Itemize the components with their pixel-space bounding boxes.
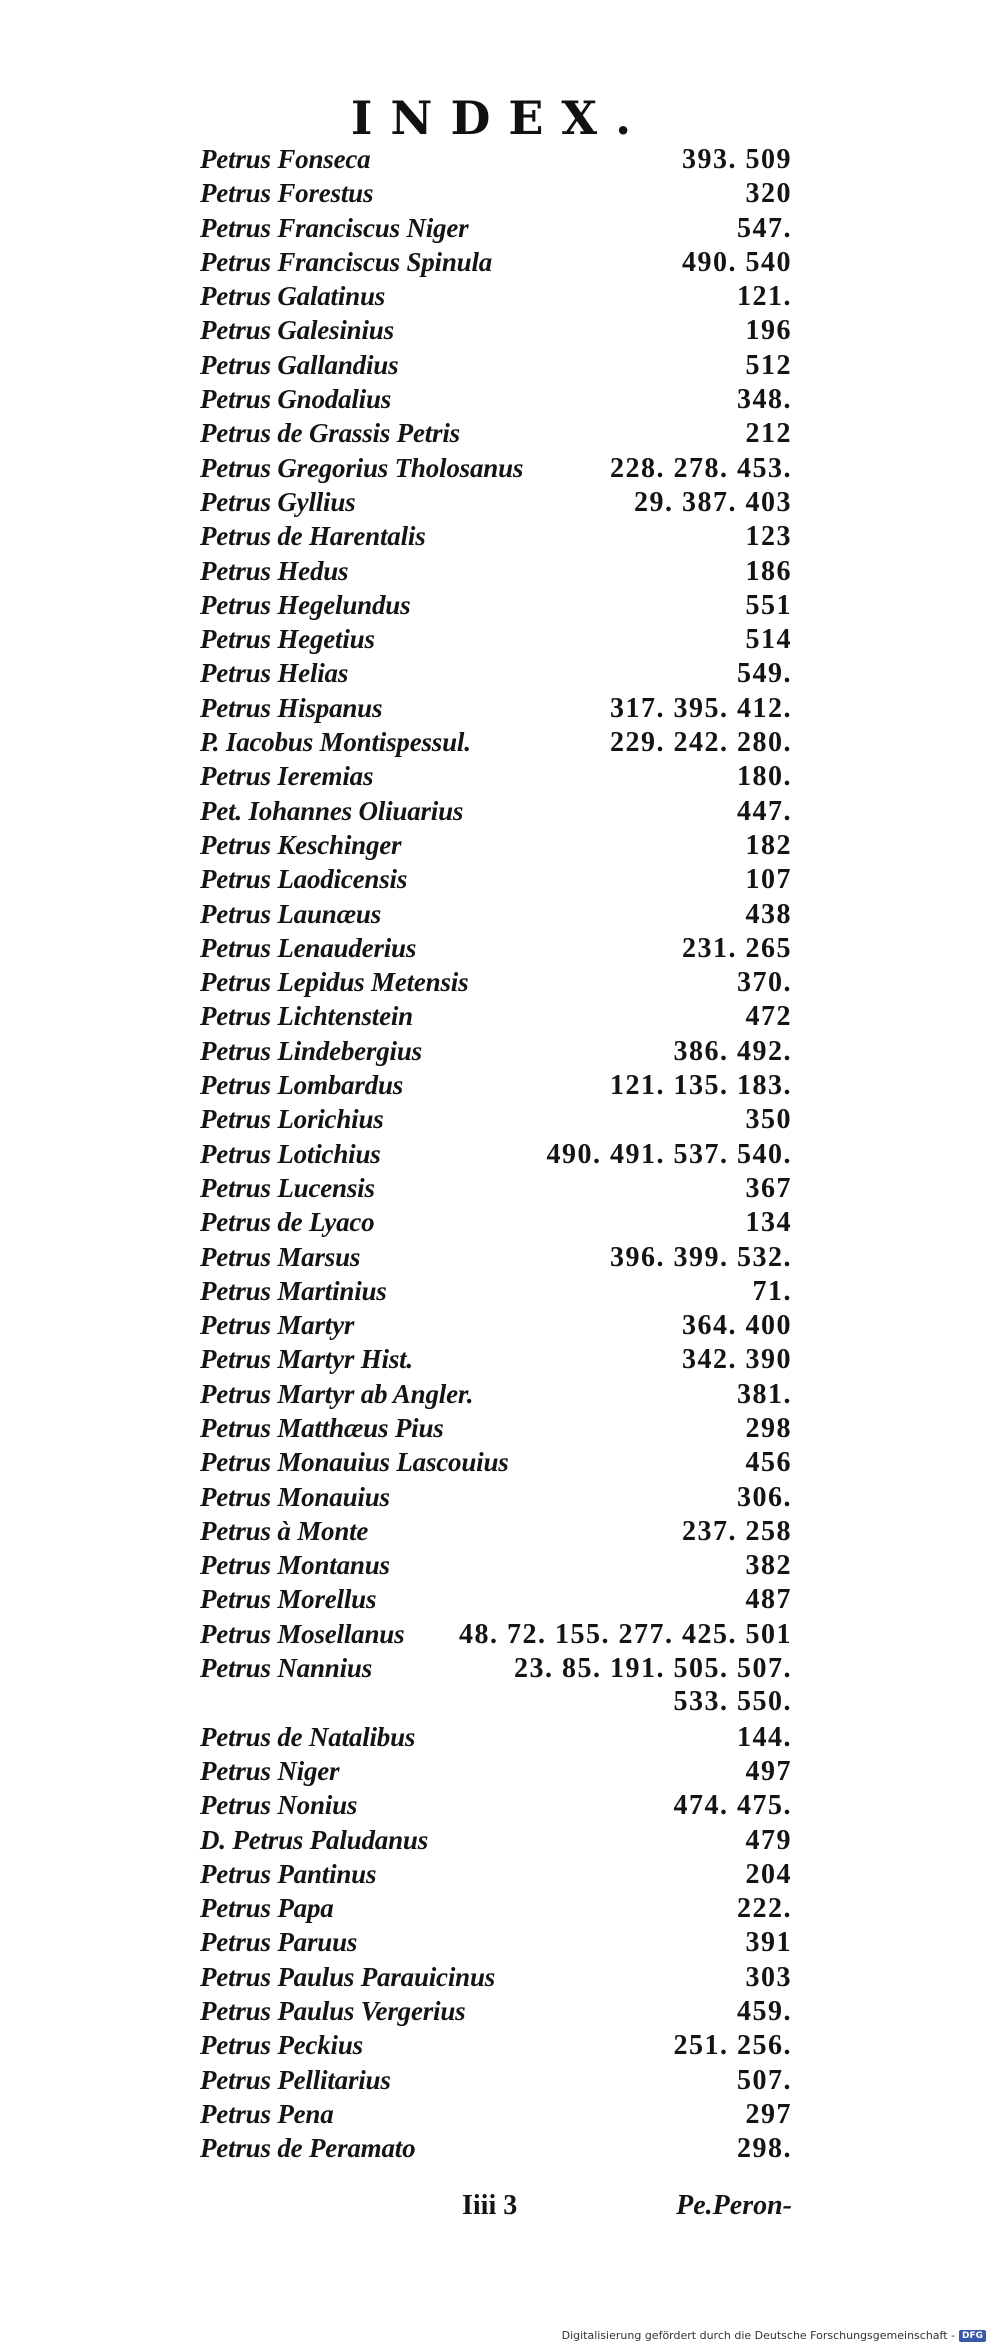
entry-name: Petrus Lotichius (200, 1138, 381, 1169)
index-entry (200, 1823, 792, 1857)
entry-name: Petrus Nannius (200, 1653, 373, 1684)
index-entry (200, 862, 792, 896)
dfg-logo-icon: DFG (959, 2330, 986, 2342)
entry-name: Petrus Niger (200, 1755, 340, 1786)
entry-pages: 367 (745, 1172, 792, 1204)
index-entries-list (200, 142, 792, 2166)
entry-pages: 180. (737, 761, 792, 793)
credit-text: Digitalisierung gefördert durch die Deutsche Forschungsgemeinschaft - (561, 2329, 955, 2342)
entry-name: Petrus Paulus Vergerius (200, 1996, 466, 2027)
index-entry (200, 279, 792, 313)
entry-pages: 48. 72. 155. 277. 425. 501 (459, 1618, 792, 1650)
entry-name: Petrus Helias (200, 658, 349, 689)
entry-pages: 317. 395. 412. (610, 692, 792, 724)
entry-name: Petrus Fonseca (200, 144, 371, 174)
entry-pages: 514 (745, 624, 792, 656)
entry-pages: 29. 387. 403 (634, 486, 792, 518)
index-entry (200, 313, 792, 347)
entry-pages: 456 (745, 1447, 792, 1479)
entry-name: Petrus Franciscus Niger (200, 212, 469, 243)
entry-name: Petrus Launæus (200, 898, 382, 929)
entry-pages: 306. (737, 1481, 792, 1513)
entry-name: Petrus Pantinus (200, 1858, 377, 1889)
entry-pages: 364. 400 (682, 1310, 792, 1342)
entry-pages: 121. 135. 183. (610, 1070, 792, 1102)
entry-name: Petrus Paulus Parauicinus (200, 1961, 496, 1992)
entry-pages: 134 (745, 1207, 792, 1239)
digitization-credit (562, 2329, 986, 2342)
entry-name: Pet. Iohannes Oliuarius (200, 795, 464, 826)
entry-pages: 472 (745, 1001, 792, 1033)
index-entry (200, 1925, 792, 1959)
entry-name: Petrus Martyr (200, 1310, 355, 1341)
entry-pages: 196 (745, 315, 792, 347)
entry-name: Petrus Gyllius (200, 486, 356, 517)
index-entry (200, 142, 792, 176)
index-entry (200, 656, 792, 690)
signature-mark: Iiii 3 (462, 2190, 518, 2221)
entry-name: Petrus Lucensis (200, 1172, 375, 1203)
entry-name: Petrus Hegetius (200, 624, 375, 655)
index-entry (200, 1548, 792, 1582)
index-entry (200, 1960, 792, 1994)
entry-pages: 320 (745, 178, 792, 210)
entry-pages: 228. 278. 453. (610, 452, 792, 484)
entry-name: Petrus Hedus (200, 555, 349, 586)
entry-pages: 350 (745, 1104, 792, 1136)
entry-pages: 71. (752, 1275, 792, 1307)
entry-pages: 298 (745, 1412, 792, 1444)
entry-pages: 391 (745, 1927, 792, 1959)
entry-pages: 381. (737, 1378, 792, 1410)
entry-pages: 490. 540 (682, 246, 792, 278)
entry-pages: 144. (737, 1721, 792, 1753)
entry-pages: 251. 256. (673, 2030, 792, 2062)
entry-name: Petrus de Peramato (200, 2133, 416, 2164)
entry-name: Petrus Gnodalius (200, 384, 392, 415)
index-entry (200, 622, 792, 656)
entry-name: Petrus Gallandius (200, 349, 399, 380)
index-entry (200, 485, 792, 519)
index-entry (200, 1205, 792, 1239)
index-entry (200, 2028, 792, 2062)
entry-pages: 487 (745, 1584, 792, 1616)
entry-name: Petrus Pena (200, 2098, 334, 2129)
entry-name: Petrus Lombardus (200, 1070, 404, 1101)
entry-name: Petrus Martyr ab Angler. (200, 1378, 474, 1409)
entry-pages: 547. (737, 212, 792, 244)
index-entry (200, 794, 792, 828)
entry-name: Petrus Lorichius (200, 1104, 384, 1135)
entry-pages: 533. 550. (673, 1686, 792, 1718)
entry-name: Petrus de Natalibus (200, 1721, 416, 1752)
entry-name: Petrus de Harentalis (200, 521, 426, 552)
entry-name: Petrus Hegelundus (200, 589, 411, 620)
entry-name: Petrus Martyr Hist. (200, 1344, 413, 1375)
entry-name: Petrus Lepidus Metensis (200, 967, 469, 998)
entry-pages: 396. 399. 532. (610, 1241, 792, 1273)
catchword: Pe.Peron- (676, 2190, 792, 2221)
index-entry (200, 999, 792, 1033)
entry-pages: 549. (737, 658, 792, 690)
entry-pages: 474. 475. (673, 1790, 792, 1822)
entry-name: P. Iacobus Montispessul. (200, 727, 471, 758)
entry-pages: 393. 509 (682, 144, 792, 175)
entry-pages: 479 (745, 1824, 792, 1856)
entry-name: Petrus Laodicensis (200, 864, 408, 895)
entry-pages: 303 (745, 1961, 792, 1993)
index-entry (200, 1582, 792, 1616)
entry-name: Petrus Marsus (200, 1241, 361, 1272)
page-footer (462, 2190, 792, 2222)
entry-pages: 507. (737, 2064, 792, 2096)
entry-pages: 121. (737, 281, 792, 313)
entry-pages: 23. 85. 191. 505. 507. (514, 1653, 792, 1685)
entry-pages: 512 (745, 349, 792, 381)
entry-name: Petrus Ieremias (200, 761, 374, 792)
entry-name: Petrus Paruus (200, 1927, 358, 1958)
entry-pages: 382 (745, 1550, 792, 1582)
entry-name: D. Petrus Paludanus (200, 1824, 429, 1855)
index-entry (200, 725, 792, 759)
entry-pages: 297 (745, 2098, 792, 2130)
index-entry (200, 451, 792, 485)
index-entry (200, 1137, 792, 1171)
entry-name: Petrus Keschinger (200, 829, 402, 860)
index-entry (200, 1788, 792, 1822)
entry-pages: 212 (745, 418, 792, 450)
entry-pages: 222. (737, 1893, 792, 1925)
entry-pages: 497 (745, 1755, 792, 1787)
index-entry (200, 245, 792, 279)
entry-pages: 237. 258 (682, 1515, 792, 1547)
entry-pages: 204 (745, 1858, 792, 1890)
entry-pages: 229. 242. 280. (610, 727, 792, 759)
index-entry (200, 1342, 792, 1376)
entry-name: Petrus Montanus (200, 1550, 390, 1581)
index-entry (200, 2063, 792, 2097)
entry-name: Petrus Lichtenstein (200, 1001, 413, 1032)
index-entry (200, 1377, 792, 1411)
index-entry (200, 1480, 792, 1514)
index-entry (200, 176, 792, 210)
index-entry (200, 1034, 792, 1068)
entry-name: Petrus Galatinus (200, 281, 386, 312)
entry-name: Petrus Mosellanus (200, 1618, 405, 1649)
entry-pages: 182 (745, 829, 792, 861)
index-entry (200, 1514, 792, 1548)
index-entry (200, 1308, 792, 1342)
index-entry (200, 211, 792, 245)
index-entry (200, 931, 792, 965)
entry-name: Petrus Morellus (200, 1584, 377, 1615)
entry-name: Petrus Galesinius (200, 315, 394, 346)
entry-pages: 438 (745, 898, 792, 930)
entry-name: Petrus Martinius (200, 1275, 387, 1306)
index-entry (200, 588, 792, 622)
index-entry (200, 691, 792, 725)
entry-pages: 231. 265 (682, 932, 792, 964)
index-entry (200, 1994, 792, 2028)
index-entry (200, 1651, 792, 1685)
entry-name: Petrus Nonius (200, 1790, 358, 1821)
entry-pages: 123 (745, 521, 792, 553)
index-entry (200, 1720, 792, 1754)
index-entry (200, 759, 792, 793)
entry-pages: 348. (737, 384, 792, 416)
index-entry (200, 1411, 792, 1445)
index-entry (200, 965, 792, 999)
entry-name: Petrus Pellitarius (200, 2064, 391, 2095)
index-entry (200, 416, 792, 450)
entry-pages: 107 (745, 864, 792, 896)
page-title: INDEX. (350, 91, 650, 145)
entry-pages: 186 (745, 555, 792, 587)
entry-pages: 386. 492. (673, 1035, 792, 1067)
index-entry (200, 828, 792, 862)
index-entry (200, 1171, 792, 1205)
entry-name: Petrus de Grassis Petris (200, 418, 460, 449)
entry-pages: 298. (737, 2133, 792, 2165)
index-entry (200, 2097, 792, 2131)
entry-name: Petrus Franciscus Spinula (200, 246, 493, 277)
index-entry (200, 1068, 792, 1102)
index-entry (200, 1240, 792, 1274)
entry-pages: 342. 390 (682, 1344, 792, 1376)
index-entry (200, 1445, 792, 1479)
entry-pages: 370. (737, 967, 792, 999)
entry-name: Petrus à Monte (200, 1515, 369, 1546)
index-entry (200, 382, 792, 416)
index-entry (200, 348, 792, 382)
entry-name: Petrus de Lyaco (200, 1207, 375, 1238)
index-entry (200, 1274, 792, 1308)
entry-name: Petrus Gregorius Tholosanus (200, 452, 524, 483)
entry-name: Petrus Hispanus (200, 692, 383, 723)
entry-name: Petrus Monauius Lascouius (200, 1447, 509, 1478)
entry-pages: 551 (745, 589, 792, 621)
entry-name: Petrus Peckius (200, 2030, 363, 2061)
entry-name: Petrus Forestus (200, 178, 374, 209)
entry-name: Petrus Papa (200, 1893, 334, 1924)
entry-name: Petrus Lindebergius (200, 1035, 422, 1066)
index-entry (200, 897, 792, 931)
entry-name: Petrus Matthæus Pius (200, 1412, 444, 1443)
entry-pages: 447. (737, 795, 792, 827)
entry-name: Petrus Lenauderius (200, 932, 417, 963)
index-entry (200, 554, 792, 588)
entry-pages: 459. (737, 1996, 792, 2028)
entry-pages: 490. 491. 537. 540. (546, 1138, 792, 1170)
index-entry (200, 1685, 792, 1719)
index-entry (200, 1617, 792, 1651)
index-entry (200, 1857, 792, 1891)
index-entry (200, 1754, 792, 1788)
index-entry (200, 2131, 792, 2165)
index-entry (200, 1102, 792, 1136)
index-entry (200, 1891, 792, 1925)
index-entry (200, 519, 792, 553)
entry-name: Petrus Monauius (200, 1481, 390, 1512)
